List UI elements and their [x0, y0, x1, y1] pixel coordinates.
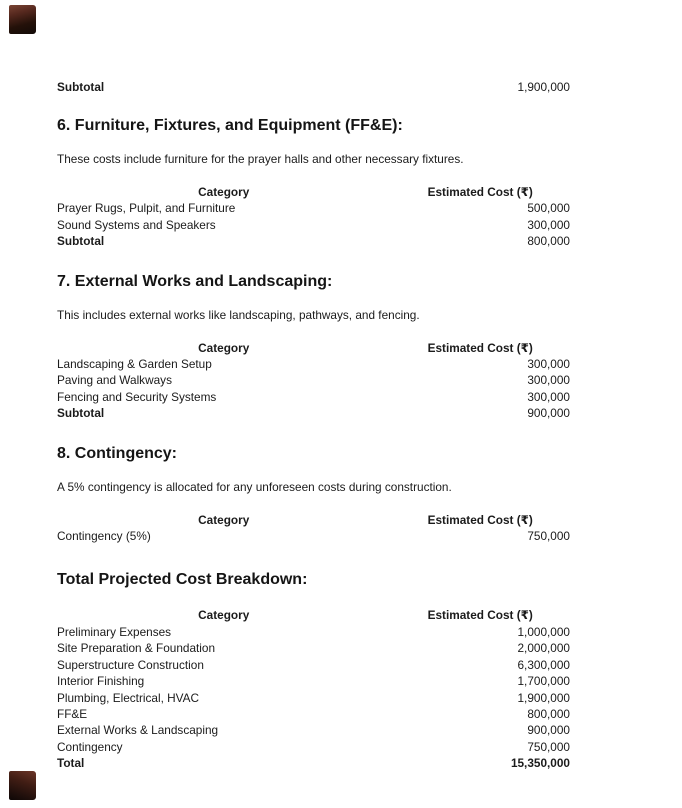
row-category: Site Preparation & Foundation	[57, 641, 216, 656]
table-row	[57, 200, 570, 216]
table-header-row	[57, 512, 570, 528]
column-header-cost: Estimated Cost (₹)	[427, 608, 533, 623]
section-heading-external-works: 7. External Works and Landscaping:	[57, 272, 333, 290]
row-category: FF&E	[57, 706, 88, 721]
subtotal-label: Subtotal	[57, 80, 105, 94]
row-cost: 300,000	[527, 373, 570, 388]
row-category: Total	[57, 756, 85, 771]
row-cost: 900,000	[527, 723, 570, 738]
clipped-image-fragment-bottom-left	[9, 771, 36, 800]
table-row	[57, 640, 570, 656]
cost-table-ffe	[57, 184, 570, 250]
table-row	[57, 528, 570, 544]
row-category: Sound Systems and Speakers	[57, 217, 216, 232]
column-header-category: Category	[198, 608, 250, 623]
row-category: Subtotal	[57, 234, 105, 249]
row-category: Fencing and Security Systems	[57, 389, 217, 404]
cost-table-external-works	[57, 340, 570, 422]
column-header-cost: Estimated Cost (₹)	[427, 512, 533, 527]
table-row	[57, 706, 570, 722]
cost-table-contingency	[57, 512, 570, 545]
subtotal-value: 1,900,000	[517, 80, 570, 94]
row-cost: 750,000	[527, 529, 570, 544]
carryover-subtotal-row	[57, 80, 570, 94]
table-row	[57, 372, 570, 388]
row-cost: 750,000	[527, 739, 570, 754]
cost-table-total-breakdown	[57, 607, 570, 771]
table-row	[57, 356, 570, 372]
row-category: Contingency	[57, 739, 123, 754]
row-cost: 1,000,000	[517, 624, 570, 639]
row-category: Prayer Rugs, Pulpit, and Furniture	[57, 201, 236, 216]
table-row	[57, 673, 570, 689]
table-header-row	[57, 184, 570, 200]
table-row	[57, 739, 570, 755]
table-row	[57, 722, 570, 738]
row-cost: 1,700,000	[517, 674, 570, 689]
column-header-cost: Estimated Cost (₹)	[427, 185, 533, 199]
row-cost: 800,000	[527, 234, 570, 249]
column-header-cost: Estimated Cost (₹)	[427, 340, 533, 355]
column-header-category: Category	[198, 512, 250, 527]
row-cost: 6,300,000	[517, 657, 570, 672]
row-cost: 800,000	[527, 706, 570, 721]
section-description-external-works: This includes external works like landscaping, pathways, and fencing.	[57, 307, 420, 322]
row-cost: 300,000	[527, 389, 570, 404]
table-header-row	[57, 340, 570, 356]
clipped-image-fragment-top-left	[9, 5, 36, 34]
table-row	[57, 389, 570, 405]
table-row	[57, 217, 570, 233]
section-heading-contingency: 8. Contingency:	[57, 444, 178, 462]
section-heading-ffe: 6. Furniture, Fixtures, and Equipment (FF&E):	[57, 117, 403, 134]
row-category: Preliminary Expenses	[57, 624, 172, 639]
row-cost: 15,350,000	[510, 756, 570, 771]
table-row-total	[57, 755, 570, 771]
section-description-contingency: A 5% contingency is allocated for any unforeseen costs during construction.	[57, 479, 452, 494]
table-row-subtotal	[57, 405, 570, 421]
table-row-subtotal	[57, 233, 570, 249]
table-header-row	[57, 607, 570, 623]
table-row	[57, 624, 570, 640]
row-cost: 500,000	[527, 201, 570, 216]
table-row	[57, 690, 570, 706]
row-category: Landscaping & Garden Setup	[57, 357, 212, 372]
section-heading-total-breakdown: Total Projected Cost Breakdown:	[57, 571, 308, 589]
table-row	[57, 657, 570, 673]
row-category: Interior Finishing	[57, 674, 145, 689]
row-cost: 1,900,000	[517, 690, 570, 705]
row-category: External Works & Landscaping	[57, 723, 219, 738]
row-category: Paving and Walkways	[57, 373, 172, 388]
column-header-category: Category	[198, 340, 250, 355]
row-cost: 900,000	[527, 406, 570, 421]
row-category: Contingency (5%)	[57, 529, 151, 544]
row-cost: 2,000,000	[517, 641, 570, 656]
row-category: Subtotal	[57, 406, 105, 421]
row-cost: 300,000	[527, 357, 570, 372]
row-cost: 300,000	[527, 217, 570, 232]
column-header-category: Category	[198, 185, 250, 199]
row-category: Plumbing, Electrical, HVAC	[57, 690, 200, 705]
section-description-ffe: These costs include furniture for the prayer halls and other necessary fixtures.	[57, 152, 464, 166]
row-category: Superstructure Construction	[57, 657, 204, 672]
